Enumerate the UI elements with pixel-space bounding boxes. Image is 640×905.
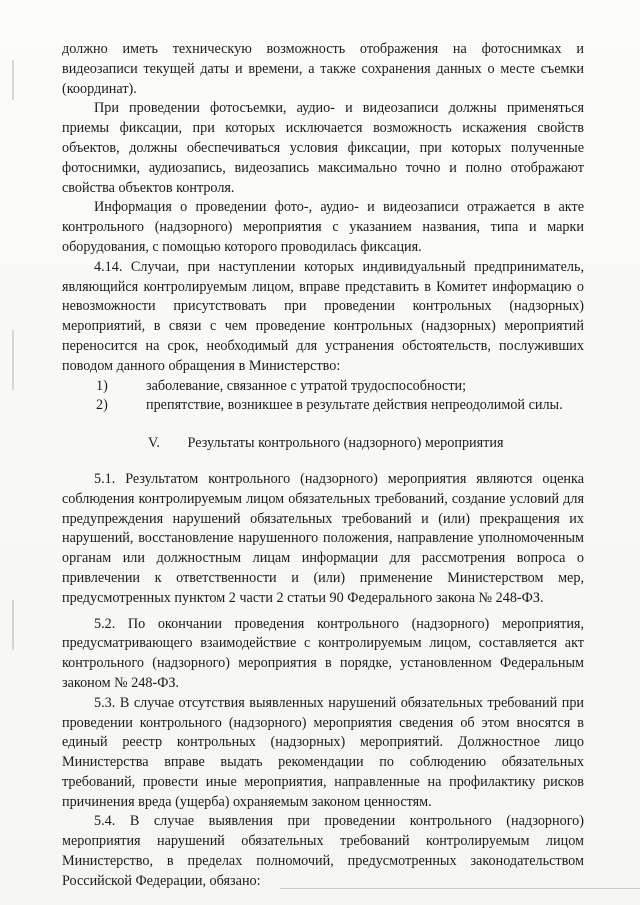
section-number: V. <box>148 435 160 452</box>
section-heading <box>62 434 584 454</box>
scan-edge-mark <box>12 600 14 650</box>
list-item <box>62 396 584 416</box>
page-bottom-rule <box>280 888 640 889</box>
document-body <box>62 40 584 892</box>
list-item-text: заболевание, связанное с утратой трудоспособности; <box>146 377 467 394</box>
paragraph-5-1: 5.1. Результатом контрольного (надзорного) мероприятия являются оценка соблюдения контролируемым лицом обязательных требований, создание условий для предупреждения нарушений обязательных требований и (или) прекращения их нарушений, восстановление нарушенного положения, направление уполномоченным органам или должностным лицам информации для рассмотрения вопроса о привлечении к ответственности и (или) применение Министерством мер, предусмотренных пунктом 2 части 2 статьи 90 Федерального закона № 248-ФЗ. <box>62 470 584 606</box>
section-title: Результаты контрольного (надзорного) мероприятия <box>187 435 504 452</box>
paragraph-4-14: 4.14. Случаи, при наступлении которых индивидуальный предприниматель, являющийся контролируемым лицом, вправе представить в Комитет информацию о невозможности присутствовать при проведении контрольных (надзорных) мероприятий, в связи с чем проведение контрольных (надзорных) мероприятий переносится на срок, необходимый для устранения обстоятельств, послуживших поводом данного обращения в Министерство: <box>62 258 584 374</box>
list-item-number: 1) <box>96 377 108 394</box>
paragraph-5-4: 5.4. В случае выявления при проведении контрольного (надзорного) мероприятия нарушений обязательных требований контролируемым лицом Министерство, в пределах полномочий, предусмотренных законодательством Российской Федерации, обязано: <box>62 813 584 889</box>
paragraph-5-3: 5.3. В случае отсутствия выявленных нарушений обязательных требований при проведении контрольного (надзорного) мероприятия сведения об этом вносятся в единый реестр контрольных (надзорных) мероприятий. Должностное лицо Министерства вправе выдать рекомендации по соблюдению обязательных требований, провести иные мероприятия, направленные на профилактику рисков причинения вреда (ущерба) охраняемым законом ценностям. <box>62 694 584 810</box>
list-item-text: препятствие, возникшее в результате действия непреодолимой силы. <box>146 397 563 414</box>
list-item-number: 2) <box>96 397 108 414</box>
scan-edge-mark <box>12 330 14 390</box>
list-item <box>62 377 584 397</box>
paragraph: При проведении фотосъемки, аудио- и видеозаписи должны применяться приемы фиксации, при которых исключается возможность искажения свойств объектов, должны обеспечиваться условия фиксации, при которых полученные фотоснимки, аудиозапись, видеозапись максимально точно и полно отображают свойства объектов контроля. <box>62 100 584 196</box>
paragraph-5-2: 5.2. По окончании проведения контрольного (надзорного) мероприятия, предусматривающего взаимодействие с контролируемым лицом, составляется акт контрольного (надзорного) мероприятия в порядке, установленном Федеральным законом № 248-ФЗ. <box>62 615 584 691</box>
scan-edge-mark <box>12 60 14 100</box>
paragraph: должно иметь техническую возможность отображения на фотоснимках и видеозаписи текущей даты и времени, а также сохранения данных о месте съемки (координат). <box>62 41 584 97</box>
paragraph: Информация о проведении фото-, аудио- и видеозаписи отражается в акте контрольного (надзорного) мероприятия с указанием названия, типа и марки оборудования, с помощью которого проводилась фиксация. <box>62 199 584 255</box>
